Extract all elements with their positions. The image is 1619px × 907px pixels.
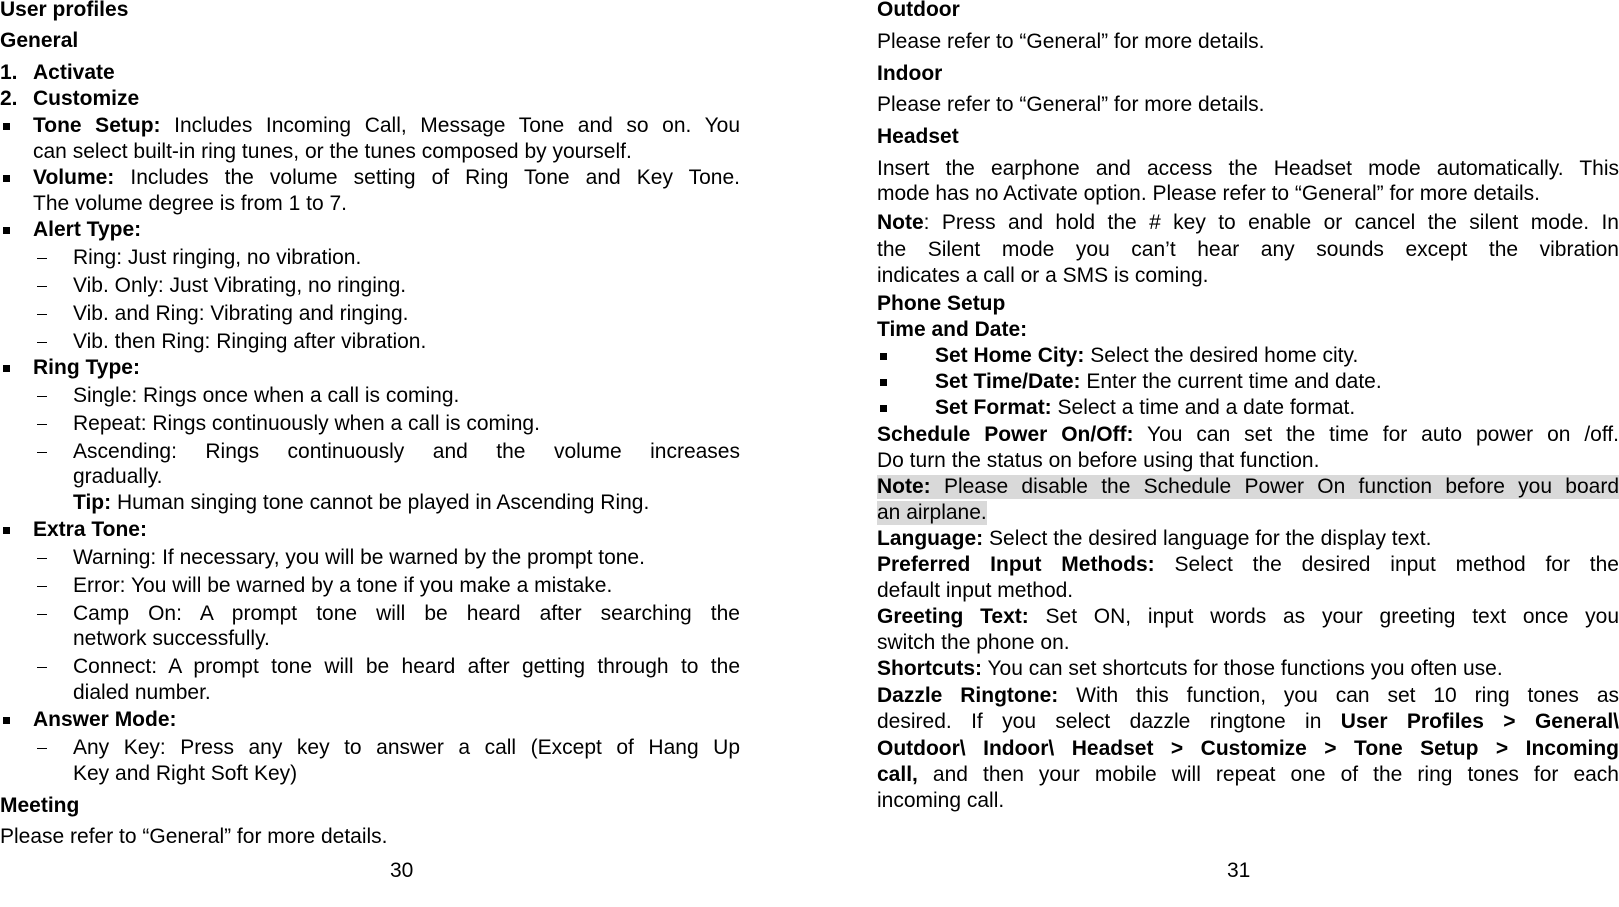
headset-line-2: mode has no Activate option. Please refer to “General” for more details. — [877, 182, 1541, 205]
extra-connect-line-1: Connect: A prompt tone will be heard after getting through to the — [73, 655, 740, 678]
indoor-text: Please refer to “General” for more details. — [877, 93, 1265, 116]
dash-icon — [37, 667, 47, 668]
set-time-date: Set Time/Date: Enter the current time and date. — [935, 370, 1382, 393]
extra-tone-heading: Extra Tone: — [33, 518, 147, 541]
section-title: User profiles — [0, 0, 129, 21]
page-number-left: 30 — [390, 859, 414, 882]
dazzle-line-4: call, and then your mobile will repeat one of the ring tones for each — [877, 763, 1619, 786]
general-heading: General — [0, 29, 79, 52]
meeting-heading: Meeting — [0, 794, 80, 817]
outdoor-text: Please refer to “General” for more details. — [877, 30, 1265, 53]
list-text: Customize — [33, 87, 140, 110]
bullet-icon — [3, 365, 10, 372]
headset-line-1: Insert the earphone and access the Headset mode automatically. This — [877, 157, 1619, 180]
list-item-activate — [0, 61, 740, 85]
bullet-icon — [880, 379, 887, 386]
bullet-icon — [3, 123, 10, 130]
schedule-line-2: Do turn the status on before using that function. — [877, 449, 1320, 472]
bullet-icon — [3, 717, 10, 724]
extra-camp-line-2: network successfully. — [73, 627, 270, 650]
alert-item: Vib. then Ring: Ringing after vibration. — [73, 330, 427, 353]
bullet-icon — [880, 353, 887, 360]
input-methods-line-1: Preferred Input Methods: Select the desired input method for the — [877, 553, 1619, 576]
greeting-line-1: Greeting Text: Set ON, input words as your greeting text once you — [877, 605, 1619, 628]
ring-ascending-line-2: gradually. — [73, 465, 163, 488]
answer-line-2: Key and Right Soft Key) — [73, 762, 298, 785]
input-methods-line-2: default input method. — [877, 579, 1074, 602]
dazzle-line-5: incoming call. — [877, 789, 1005, 812]
ascending-tip: Tip: Human singing tone cannot be played in Ascending Ring. — [73, 491, 650, 514]
dash-icon — [37, 286, 47, 287]
tone-setup-line-1: Tone Setup: Includes Incoming Call, Message Tone and so on. You — [33, 114, 741, 137]
list-text: Activate — [33, 61, 115, 84]
bullet-icon — [3, 175, 10, 182]
dash-icon — [37, 424, 47, 425]
bullet-icon — [880, 405, 887, 412]
set-home-city: Set Home City: Select the desired home city. — [935, 344, 1359, 367]
answer-line-1: Any Key: Press any key to answer a call (Except of Hang Up — [73, 736, 740, 759]
dash-icon — [37, 396, 47, 397]
extra-error: Error: You will be warned by a tone if you make a mistake. — [73, 574, 613, 597]
volume-line-1: Volume: Includes the volume setting of Ring Tone and Key Tone. — [33, 166, 740, 189]
set-format: Set Format: Select a time and a date format. — [935, 396, 1356, 419]
list-item-customize — [0, 87, 740, 111]
dazzle-line-1: Dazzle Ringtone: With this function, you can set 10 ring tones as — [877, 684, 1619, 707]
tone-setup-line-2: can select built-in ring tunes, or the tunes composed by yourself. — [33, 140, 632, 163]
dash-icon — [37, 748, 47, 749]
answer-mode-heading: Answer Mode: — [33, 708, 177, 731]
airplane-note-line-2: an airplane. — [877, 501, 987, 524]
silent-note-line-2: the Silent mode you can’t hear any sounds except the vibration — [877, 238, 1619, 261]
extra-camp-line-1: Camp On: A prompt tone will be heard after searching the — [73, 602, 740, 625]
language-line: Language: Select the desired language for the display text. — [877, 527, 1432, 550]
headset-heading: Headset — [877, 125, 959, 148]
list-number: 1. — [0, 61, 18, 84]
ring-type-heading: Ring Type: — [33, 356, 140, 379]
schedule-line-1: Schedule Power On/Off: You can set the time for auto power on /off. — [877, 423, 1619, 446]
dazzle-line-2: desired. If you select dazzle ringtone in User Profiles > General\ — [877, 710, 1619, 733]
extra-warning: Warning: If necessary, you will be warned by the prompt tone. — [73, 546, 645, 569]
ring-single: Single: Rings once when a call is coming. — [73, 384, 460, 407]
alert-item: Vib. and Ring: Vibrating and ringing. — [73, 302, 409, 325]
dash-icon — [37, 342, 47, 343]
dash-icon — [37, 586, 47, 587]
alert-item: Ring: Just ringing, no vibration. — [73, 246, 362, 269]
meeting-text: Please refer to “General” for more details. — [0, 825, 388, 848]
bullet-icon — [3, 527, 10, 534]
ring-ascending-line-1: Ascending: Rings continuously and the volume increases — [73, 440, 740, 463]
dash-icon — [37, 558, 47, 559]
dash-icon — [37, 614, 47, 615]
airplane-note-line-1: Note: Please disable the Schedule Power On function before you board — [877, 475, 1619, 498]
list-number: 2. — [0, 87, 18, 110]
bullet-icon — [3, 227, 10, 234]
page-number-right: 31 — [1227, 859, 1251, 882]
extra-connect-line-2: dialed number. — [73, 681, 211, 704]
alert-item: Vib. Only: Just Vibrating, no ringing. — [73, 274, 407, 297]
dash-icon — [37, 258, 47, 259]
alert-type-heading: Alert Type: — [33, 218, 142, 241]
greeting-line-2: switch the phone on. — [877, 631, 1070, 654]
time-date-heading: Time and Date: — [877, 318, 1028, 341]
dash-icon — [37, 314, 47, 315]
shortcuts-line: Shortcuts: You can set shortcuts for those functions you often use. — [877, 657, 1503, 680]
dazzle-line-3: Outdoor\ Indoor\ Headset > Customize > Tone Setup > Incoming — [877, 737, 1619, 760]
outdoor-heading: Outdoor — [877, 0, 960, 21]
phone-setup-heading: Phone Setup — [877, 292, 1006, 315]
ring-repeat: Repeat: Rings continuously when a call is coming. — [73, 412, 540, 435]
volume-line-2: The volume degree is from 1 to 7. — [33, 192, 347, 215]
silent-note-line-1: Note: Press and hold the # key to enable or cancel the silent mode. In — [877, 211, 1619, 234]
dash-icon — [37, 452, 47, 453]
silent-note-line-3: indicates a call or a SMS is coming. — [877, 264, 1209, 287]
indoor-heading: Indoor — [877, 62, 943, 85]
